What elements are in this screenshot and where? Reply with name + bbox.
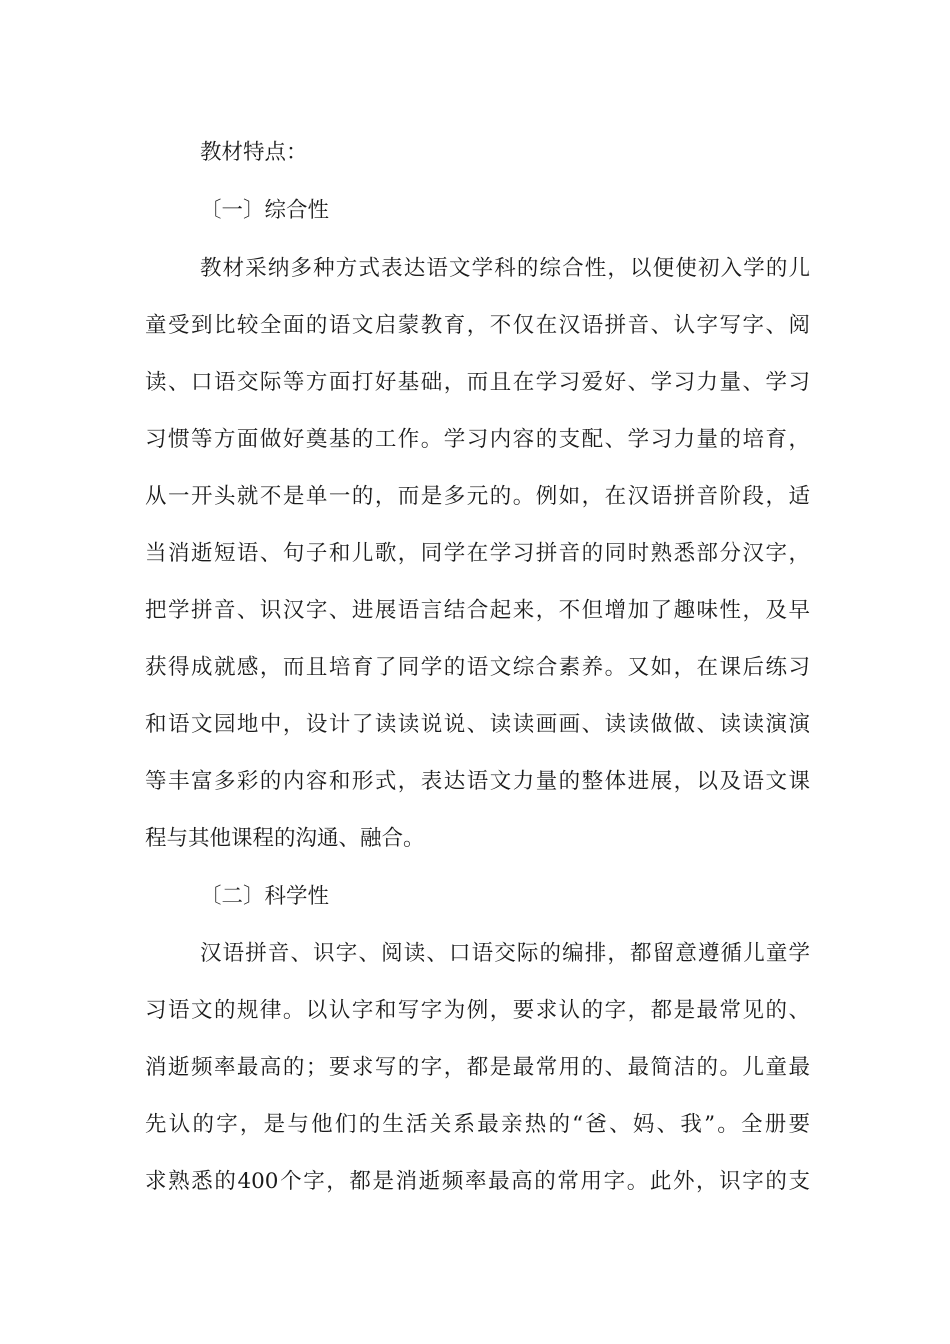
paragraph-line: 消逝频率最高的；要求写的字，都是最常用的、最简洁的。儿童最 — [145, 1055, 810, 1080]
paragraph-line: 先认的字，是与他们的生活关系最亲热的“爸、妈、我”。全册要 — [145, 1112, 810, 1137]
paragraph-line: 把学拼音、识汉字、进展语言结合起来，不但增加了趣味性，及早 — [145, 598, 810, 623]
paragraph-line: 和语文园地中，设计了读读说说、读读画画、读读做做、读读演演 — [145, 712, 810, 737]
paragraph-line: 当消逝短语、句子和儿歌，同学在学习拼音的同时熟悉部分汉字， — [145, 541, 810, 566]
section-title-comprehensive: 〔一〕综合性 — [200, 198, 330, 223]
paragraph-line: 习语文的规律。以认字和写字为例，要求认的字，都是最常见的、 — [145, 998, 810, 1023]
paragraph-line: 等丰富多彩的内容和形式，表达语文力量的整体进展，以及语文课 — [145, 769, 810, 794]
paragraph-line: 习惯等方面做好奠基的工作。学习内容的支配、学习力量的培育， — [145, 427, 810, 452]
paragraph-line: 童受到比较全面的语文启蒙教育，不仅在汉语拼音、认字写字、阅 — [145, 313, 810, 338]
heading-text: 教材特点： — [200, 140, 308, 165]
paragraph-line: 获得成就感，而且培育了同学的语文综合素养。又如，在课后练习 — [145, 655, 810, 680]
paragraph-line: 程与其他课程的沟通、融合。 — [145, 826, 425, 851]
paragraph-line: 从一开头就不是单一的，而是多元的。例如，在汉语拼音阶段，适 — [145, 484, 810, 509]
paragraph-line: 读、口语交际等方面打好基础，而且在学习爱好、学习力量、学习 — [145, 370, 810, 395]
section-title-scientific: 〔二〕科学性 — [200, 884, 330, 909]
paragraph-line: 教材采纳多种方式表达语文学科的综合性，以便使初入学的儿 — [200, 256, 810, 281]
paragraph-line: 汉语拼音、识字、阅读、口语交际的编排，都留意遵循儿童学 — [200, 941, 810, 966]
paragraph-line: 求熟悉的400个字，都是消逝频率最高的常用字。此外，识字的支 — [145, 1169, 810, 1194]
